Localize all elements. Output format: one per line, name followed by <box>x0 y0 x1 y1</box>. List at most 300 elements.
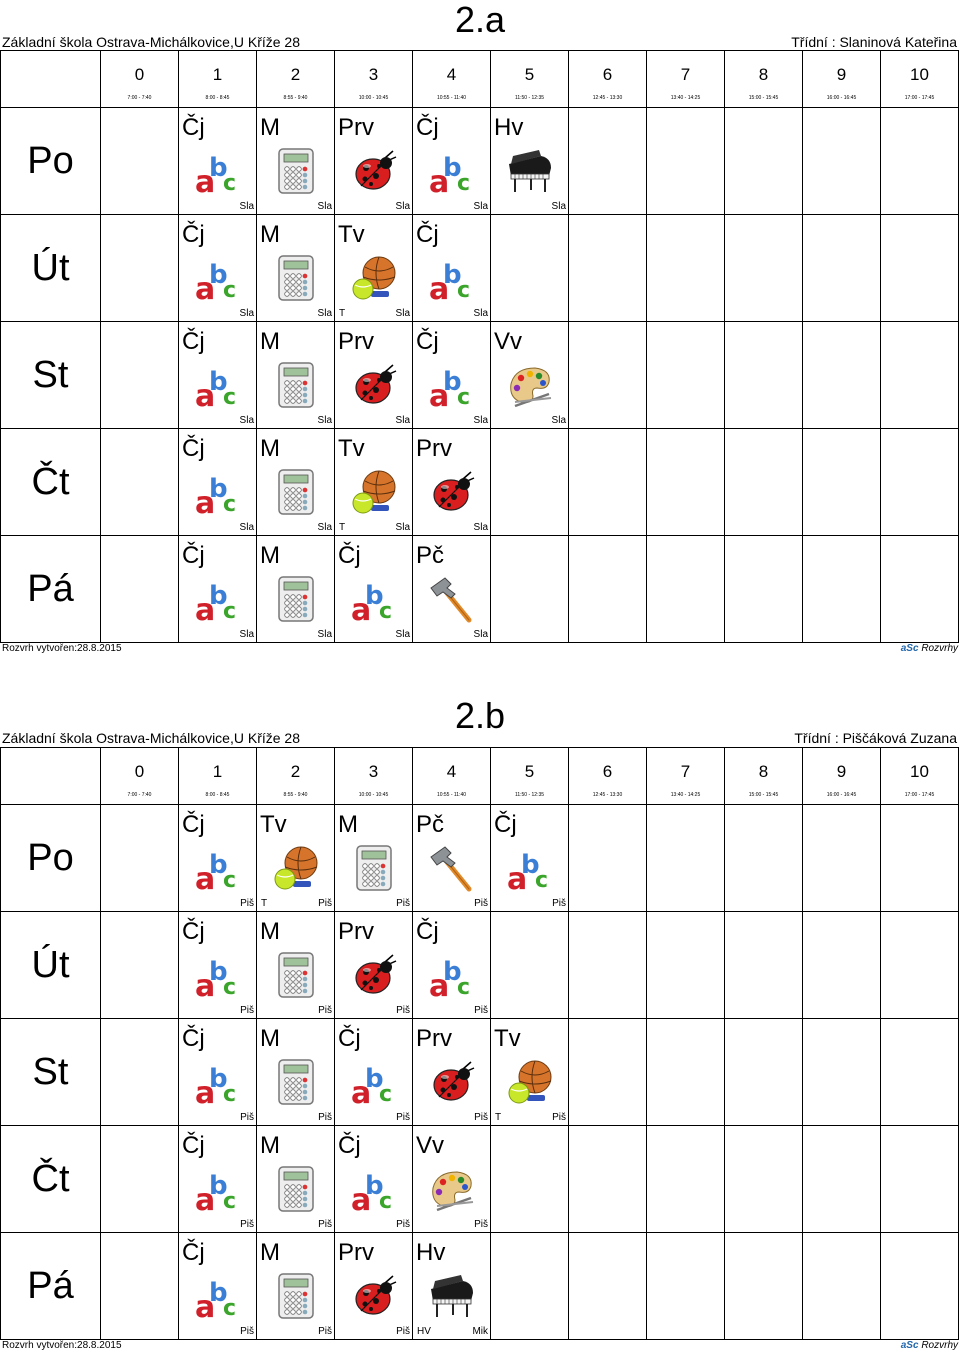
svg-text:c: c <box>379 599 393 624</box>
lesson-cell[interactable] <box>491 805 569 912</box>
day-cell <box>1 912 101 1019</box>
abc-icon <box>427 146 477 196</box>
empty-lesson-cell <box>101 1126 179 1233</box>
teacher-abbrev: Piš <box>318 1112 332 1123</box>
period-header <box>101 748 179 805</box>
abc-icon <box>349 1164 399 1214</box>
svg-text:c: c <box>223 599 237 624</box>
empty-lesson-cell <box>569 536 647 643</box>
empty-lesson-cell <box>725 1233 803 1340</box>
empty-lesson-cell <box>647 912 725 1019</box>
period-time: 15:00 - 15:45 <box>748 792 779 798</box>
lesson-cell[interactable] <box>413 108 491 215</box>
lesson-cell[interactable] <box>257 322 335 429</box>
teacher-abbrev: Sla <box>473 415 488 426</box>
day-row <box>1 912 959 1019</box>
empty-lesson-cell <box>803 429 881 536</box>
period-time: 10:00 - 10:45 <box>358 95 389 101</box>
svg-text:c: c <box>379 1189 393 1214</box>
period-time: 10:55 - 11:40 <box>436 95 467 101</box>
subject-abbrev: Pč <box>416 542 445 569</box>
day-name: St <box>32 1050 69 1093</box>
period-header <box>881 51 959 108</box>
svg-text:b: b <box>209 474 228 504</box>
svg-text:b: b <box>209 1278 228 1308</box>
empty-lesson-cell <box>647 1019 725 1126</box>
lesson-cell[interactable] <box>335 1019 413 1126</box>
svg-text:a: a <box>429 969 450 1000</box>
svg-text:a: a <box>195 486 216 517</box>
period-header <box>179 51 257 108</box>
day-name: Po <box>27 139 74 182</box>
teacher-abbrev: Piš <box>240 1005 254 1016</box>
period-time: 16:00 - 16:45 <box>826 792 857 798</box>
subject-abbrev: Čj <box>416 328 439 355</box>
subject-abbrev: M <box>260 114 280 141</box>
period-time: 8:55 - 9:40 <box>283 792 308 798</box>
empty-lesson-cell <box>569 1126 647 1233</box>
period-number: 4 <box>446 65 457 84</box>
teacher-abbrev: Sla <box>317 522 332 533</box>
teacher-abbrev: Piš <box>474 1219 488 1230</box>
empty-lesson-cell <box>491 1126 569 1233</box>
svg-text:c: c <box>223 975 237 1000</box>
teacher-abbrev: Sla <box>239 629 254 640</box>
period-time: 10:55 - 11:40 <box>436 792 467 798</box>
calculator-icon <box>271 467 321 517</box>
day-row <box>1 1233 959 1340</box>
period-number: 5 <box>524 762 535 781</box>
teacher-abbrev: Sla <box>239 522 254 533</box>
period-number: 10 <box>910 762 929 781</box>
subject-abbrev: M <box>260 1132 280 1159</box>
empty-lesson-cell <box>491 215 569 322</box>
subject-abbrev: Prv <box>416 435 452 462</box>
svg-text:a: a <box>195 379 216 410</box>
svg-text:c: c <box>223 385 237 410</box>
lesson-cell[interactable] <box>491 322 569 429</box>
lesson-cell[interactable] <box>257 429 335 536</box>
empty-lesson-cell <box>725 215 803 322</box>
svg-text:c: c <box>457 278 471 303</box>
period-time: 10:00 - 10:45 <box>358 792 389 798</box>
class-teacher: Třídní : Piščáková Zuzana <box>794 730 957 746</box>
svg-text:a: a <box>351 1076 372 1107</box>
svg-text:c: c <box>457 171 471 196</box>
period-header <box>491 51 569 108</box>
empty-lesson-cell <box>101 1019 179 1126</box>
calculator-icon <box>271 360 321 410</box>
teacher-abbrev: Piš <box>318 1219 332 1230</box>
subject-abbrev: Prv <box>338 1239 374 1266</box>
ladybug-icon <box>349 146 399 196</box>
subject-abbrev: Čj <box>182 542 205 569</box>
period-number: 7 <box>680 762 691 781</box>
lesson-cell[interactable] <box>179 805 257 912</box>
day-name: Út <box>31 943 70 986</box>
teacher-abbrev: Piš <box>318 1326 332 1337</box>
lesson-cell[interactable] <box>413 805 491 912</box>
lesson-cell[interactable] <box>413 1233 491 1340</box>
svg-text:c: c <box>223 492 237 517</box>
subject-abbrev: Čj <box>416 114 439 141</box>
empty-lesson-cell <box>881 912 959 1019</box>
period-number: 1 <box>212 65 223 84</box>
svg-text:a: a <box>429 165 450 196</box>
lesson-cell[interactable] <box>179 1019 257 1126</box>
empty-lesson-cell <box>881 805 959 912</box>
teacher-abbrev: Piš <box>474 1112 488 1123</box>
svg-text:a: a <box>195 593 216 624</box>
lesson-cell[interactable] <box>335 429 413 536</box>
subject-abbrev: Čj <box>338 542 361 569</box>
svg-text:a: a <box>351 593 372 624</box>
empty-lesson-cell <box>101 429 179 536</box>
lesson-cell[interactable] <box>179 215 257 322</box>
period-time: 17:00 - 17:45 <box>904 792 935 798</box>
lesson-cell[interactable] <box>179 322 257 429</box>
lesson-cell[interactable] <box>257 215 335 322</box>
schedule-grid <box>0 50 959 643</box>
svg-text:a: a <box>351 1183 372 1214</box>
empty-lesson-cell <box>803 215 881 322</box>
lesson-cell[interactable] <box>257 1019 335 1126</box>
period-header <box>491 748 569 805</box>
teacher-abbrev: Sla <box>317 629 332 640</box>
lesson-cell[interactable] <box>413 912 491 1019</box>
empty-lesson-cell <box>881 215 959 322</box>
lesson-cell[interactable] <box>491 108 569 215</box>
calculator-icon <box>271 253 321 303</box>
abc-icon <box>193 574 243 624</box>
lesson-cell[interactable] <box>257 912 335 1019</box>
empty-lesson-cell <box>881 429 959 536</box>
empty-lesson-cell <box>569 912 647 1019</box>
subject-abbrev: Čj <box>416 221 439 248</box>
teacher-abbrev: Sla <box>395 629 410 640</box>
ladybug-icon <box>349 1271 399 1321</box>
period-header <box>569 748 647 805</box>
period-header <box>881 748 959 805</box>
day-cell <box>1 536 101 643</box>
svg-text:c: c <box>223 1189 237 1214</box>
empty-lesson-cell <box>569 215 647 322</box>
empty-lesson-cell <box>647 805 725 912</box>
lesson-cell[interactable] <box>257 1126 335 1233</box>
abc-icon <box>427 360 477 410</box>
period-number: 9 <box>836 762 847 781</box>
lesson-cell[interactable] <box>179 108 257 215</box>
period-number: 6 <box>602 65 613 84</box>
teacher-abbrev: Piš <box>474 898 488 909</box>
subject-abbrev: Čj <box>416 918 439 945</box>
svg-text:c: c <box>223 868 237 893</box>
empty-lesson-cell <box>881 1126 959 1233</box>
subject-abbrev: Čj <box>338 1025 361 1052</box>
abc-icon <box>193 146 243 196</box>
day-name: Pá <box>27 1264 74 1307</box>
lesson-cell[interactable] <box>257 108 335 215</box>
subject-abbrev: Čj <box>182 918 205 945</box>
balls-icon <box>271 843 321 893</box>
teacher-abbrev: Sla <box>473 522 488 533</box>
lesson-cell[interactable] <box>413 1019 491 1126</box>
svg-text:b: b <box>209 850 228 880</box>
empty-lesson-cell <box>569 322 647 429</box>
corner-cell <box>1 51 101 108</box>
subject-abbrev: M <box>260 328 280 355</box>
balls-icon <box>349 467 399 517</box>
teacher-abbrev: Piš <box>552 898 566 909</box>
period-time: 7:00 - 7:40 <box>127 95 152 101</box>
period-header <box>179 748 257 805</box>
abc-icon <box>505 843 555 893</box>
lesson-cell[interactable] <box>335 1126 413 1233</box>
period-header <box>101 51 179 108</box>
abc-icon <box>193 360 243 410</box>
teacher-abbrev: Piš <box>396 1219 410 1230</box>
svg-text:b: b <box>443 260 462 290</box>
day-cell <box>1 805 101 912</box>
empty-lesson-cell <box>803 1019 881 1126</box>
calculator-icon <box>271 146 321 196</box>
lesson-cell[interactable] <box>413 1126 491 1233</box>
period-time: 11:50 - 12:35 <box>514 792 545 798</box>
teacher-abbrev: Piš <box>240 898 254 909</box>
period-time: 8:55 - 9:40 <box>283 95 308 101</box>
lesson-cell[interactable] <box>335 322 413 429</box>
period-number: 0 <box>134 65 145 84</box>
schedule-grid <box>0 747 959 1340</box>
calculator-icon <box>349 843 399 893</box>
svg-text:b: b <box>209 957 228 987</box>
period-number: 0 <box>134 762 145 781</box>
lesson-cell[interactable] <box>179 912 257 1019</box>
empty-lesson-cell <box>647 108 725 215</box>
calculator-icon <box>271 1164 321 1214</box>
svg-text:c: c <box>223 278 237 303</box>
svg-text:a: a <box>195 272 216 303</box>
group-label: T <box>261 898 268 909</box>
teacher-abbrev: Sla <box>551 201 566 212</box>
empty-lesson-cell <box>647 536 725 643</box>
subject-abbrev: Prv <box>338 918 374 945</box>
svg-text:a: a <box>195 862 216 893</box>
lesson-cell[interactable] <box>257 805 335 912</box>
lesson-cell[interactable] <box>179 1126 257 1233</box>
lesson-cell[interactable] <box>179 536 257 643</box>
lesson-cell[interactable] <box>335 215 413 322</box>
empty-lesson-cell <box>569 1019 647 1126</box>
teacher-abbrev: Mik <box>472 1326 488 1337</box>
piano-icon <box>427 1271 477 1321</box>
day-row <box>1 536 959 643</box>
subject-abbrev: Čj <box>182 1025 205 1052</box>
lesson-cell[interactable] <box>335 108 413 215</box>
period-header <box>647 51 725 108</box>
empty-lesson-cell <box>803 1126 881 1233</box>
empty-lesson-cell <box>803 805 881 912</box>
abc-icon <box>427 253 477 303</box>
period-time: 15:00 - 15:45 <box>748 95 779 101</box>
svg-text:a: a <box>195 969 216 1000</box>
teacher-abbrev: Piš <box>318 898 332 909</box>
teacher-abbrev: Piš <box>396 1326 410 1337</box>
lesson-cell[interactable] <box>335 536 413 643</box>
empty-lesson-cell <box>101 805 179 912</box>
subject-abbrev: Čj <box>182 328 205 355</box>
abc-icon <box>193 467 243 517</box>
lesson-cell[interactable] <box>257 1233 335 1340</box>
teacher-abbrev: Sla <box>551 415 566 426</box>
empty-lesson-cell <box>803 536 881 643</box>
day-cell <box>1 1126 101 1233</box>
lesson-cell[interactable] <box>179 1233 257 1340</box>
empty-lesson-cell <box>569 805 647 912</box>
subject-abbrev: M <box>260 918 280 945</box>
period-number: 2 <box>290 762 301 781</box>
teacher-abbrev: Piš <box>318 1005 332 1016</box>
empty-lesson-cell <box>491 429 569 536</box>
period-header <box>803 748 881 805</box>
period-header <box>335 51 413 108</box>
group-label: T <box>495 1112 502 1123</box>
teacher-abbrev: Piš <box>396 898 410 909</box>
lesson-cell[interactable] <box>335 805 413 912</box>
empty-lesson-cell <box>569 1233 647 1340</box>
period-time: 16:00 - 16:45 <box>826 95 857 101</box>
lesson-cell[interactable] <box>335 1233 413 1340</box>
palette-icon <box>427 1164 477 1214</box>
class-title: 2.b <box>454 695 506 736</box>
period-header <box>803 51 881 108</box>
teacher-abbrev: Sla <box>239 415 254 426</box>
day-cell <box>1 108 101 215</box>
day-row <box>1 1019 959 1126</box>
day-row <box>1 108 959 215</box>
svg-text:a: a <box>507 862 528 893</box>
created-date: Rozvrh vytvořen:28.8.2015 <box>2 643 122 654</box>
subject-abbrev: Vv <box>494 328 523 355</box>
empty-lesson-cell <box>881 536 959 643</box>
period-header-row <box>1 748 959 805</box>
piano-icon <box>505 146 555 196</box>
empty-lesson-cell <box>101 322 179 429</box>
svg-text:c: c <box>457 385 471 410</box>
empty-lesson-cell <box>803 108 881 215</box>
svg-text:b: b <box>365 581 384 611</box>
abc-icon <box>193 950 243 1000</box>
empty-lesson-cell <box>647 215 725 322</box>
svg-text:c: c <box>223 1082 237 1107</box>
empty-lesson-cell <box>725 536 803 643</box>
teacher-abbrev: Sla <box>395 308 410 319</box>
subject-abbrev: Tv <box>260 811 287 838</box>
group-label: HV <box>417 1326 431 1337</box>
teacher-abbrev: Sla <box>395 522 410 533</box>
lesson-cell[interactable] <box>179 429 257 536</box>
subject-abbrev: Čj <box>182 811 205 838</box>
svg-text:b: b <box>209 1171 228 1201</box>
empty-lesson-cell <box>647 1233 725 1340</box>
ladybug-icon <box>349 360 399 410</box>
teacher-abbrev: Piš <box>240 1326 254 1337</box>
lesson-cell[interactable] <box>257 536 335 643</box>
day-row <box>1 1126 959 1233</box>
day-row <box>1 215 959 322</box>
empty-lesson-cell <box>647 322 725 429</box>
subject-abbrev: M <box>260 221 280 248</box>
abc-icon <box>193 253 243 303</box>
period-header <box>725 51 803 108</box>
empty-lesson-cell <box>101 215 179 322</box>
period-time: 13:40 - 14:25 <box>670 95 701 101</box>
svg-text:a: a <box>195 165 216 196</box>
svg-text:b: b <box>443 367 462 397</box>
lesson-cell[interactable] <box>413 322 491 429</box>
empty-lesson-cell <box>725 108 803 215</box>
empty-lesson-cell <box>569 429 647 536</box>
subject-abbrev: M <box>338 811 358 838</box>
svg-text:b: b <box>209 367 228 397</box>
period-time: 8:00 - 8:45 <box>205 792 230 798</box>
svg-text:b: b <box>365 1171 384 1201</box>
lesson-cell[interactable] <box>491 1019 569 1126</box>
asc-brand: aSc Rozvrhy <box>900 1340 958 1351</box>
balls-icon <box>505 1057 555 1107</box>
abc-icon <box>193 1057 243 1107</box>
lesson-cell[interactable] <box>413 536 491 643</box>
svg-text:b: b <box>209 260 228 290</box>
subject-abbrev: Tv <box>338 221 365 248</box>
period-number: 9 <box>836 65 847 84</box>
period-number: 2 <box>290 65 301 84</box>
empty-lesson-cell <box>101 536 179 643</box>
day-row <box>1 322 959 429</box>
svg-text:b: b <box>209 153 228 183</box>
lesson-cell[interactable] <box>413 215 491 322</box>
svg-text:a: a <box>429 379 450 410</box>
svg-text:c: c <box>535 868 549 893</box>
lesson-cell[interactable] <box>335 912 413 1019</box>
period-time: 17:00 - 17:45 <box>904 95 935 101</box>
empty-lesson-cell <box>881 1233 959 1340</box>
corner-cell <box>1 748 101 805</box>
svg-text:a: a <box>429 272 450 303</box>
ladybug-icon <box>349 950 399 1000</box>
period-time: 13:40 - 14:25 <box>670 792 701 798</box>
day-name: Pá <box>27 567 74 610</box>
svg-text:b: b <box>209 1064 228 1094</box>
lesson-cell[interactable] <box>413 429 491 536</box>
hammer-icon <box>427 843 477 893</box>
subject-abbrev: Čj <box>182 1132 205 1159</box>
calculator-icon <box>271 1057 321 1107</box>
period-number: 8 <box>758 762 769 781</box>
period-number: 6 <box>602 762 613 781</box>
teacher-abbrev: Sla <box>317 415 332 426</box>
abc-icon <box>349 1057 399 1107</box>
empty-lesson-cell <box>725 912 803 1019</box>
empty-lesson-cell <box>881 108 959 215</box>
calculator-icon <box>271 950 321 1000</box>
period-number: 3 <box>368 762 379 781</box>
empty-lesson-cell <box>101 1233 179 1340</box>
empty-lesson-cell <box>101 912 179 1019</box>
subject-abbrev: Prv <box>416 1025 452 1052</box>
calculator-icon <box>271 574 321 624</box>
teacher-abbrev: Sla <box>473 308 488 319</box>
